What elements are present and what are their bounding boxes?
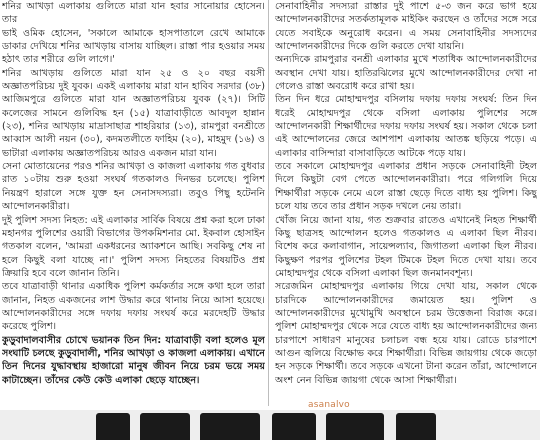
paragraph: শনির আখড়ায় গুলিতে মারা যান ২৫ ও ২০ বছর বয়সী অজ্ঞাতপরিচয় দুই যুবক। একই এলাকায় মারা যান হাবিব সরদার (৩৮) আজিমপুরে গুলিতে মারা যান অজ্ঞাতপরিচয় যুবক (২৭)। সিটি কলেজের সামনে গুলিবিদ্ধ হন (১৫) যাত্রাবাড়ীতে আবদুল হান্নান (২৩), শনির আখড়ায় মাদ্রাসাছাত্র শাহরিয়ার (১৩), রামপুরা বনশ্রীতে আব্বাস আলী নয়ন (৩০), কদমতলীতে ফাহিম (২০), মাহমুদ (১৬) ও ভাটারা এলাকায় অজ্ঞাতপরিচয় আরও একজন মারা যান।	[2, 67, 265, 159]
article-column-right	[275, 0, 537, 406]
paragraph-with-subhead: তিন দিন ধরে মোহাম্মদপুর বসিলায় দফায় দফায় সংঘর্ষ: তিন দিন ধরেই মোহাম্মদপুর থেকে বসিলা এলাকায় পুলিশের সঙ্গে আন্দোলনকারী শিক্ষার্থীদের দফায় দফায় সংঘর্ষ হয়। সকাল থেকে চলা এই আন্দোলনের জেরে আশপাশ এলাকায় আতঙ্ক ছড়িয়ে পড়ে। এ এলাকার বাসিন্দারা বাসাবাড়িতে আটকে পড়ে যায়।	[275, 94, 537, 159]
masthead-glyph	[272, 413, 316, 440]
paragraph: সেনাবাহিনীর সদস্যরা রাস্তার দুই পাশে ৫-৩ জন করে ভাগ হয়ে আন্দোলনকারীদের সতর্কতামূলক মাইকিং করছেন ও তাঁদের সঙ্গে সরে যেতে সবাইকে অনুরোধ করেন। এ সময় সেনাবাহিনীর সদস্যদের আন্দোলনকারীদের দিকে গুলি করতে দেখা যায়নি।	[275, 1, 537, 53]
paragraph: তবে যাত্রাবাড়ী থানার একাধিক পুলিশ কর্মকর্তার সঙ্গে কথা হলে তারা জানান, নিহত একজনের লাশ উদ্ধার করে থানায় নিয়ে আসা হয়েছে। আন্দোলনকারীদের সঙ্গে দফায় দফায় সংঘর্ষ করে মরদেহটি উদ্ধার করেছে পুলিশ।	[2, 281, 265, 333]
paragraph: দুই পুলিশ সদস্য নিহত: এই এলাকার সার্বিক বিষয়ে প্রশ্ন করা হলে ঢাকা মহানগর পুলিশের ওয়ারী বিভাগের উপকমিশনার মো. ইকবাল হোসাইন গতকাল বলেন, 'আমরা একধরনের অ্যাকশনে আছি। সবকিছু শেষ না হলে কিছুই বলা যাচ্ছে না।' পুলিশ সদস্য নিহতের বিষয়টিও প্রশ্ন ক্রিয়ারি হবে বলে জানান তিনি।	[2, 214, 265, 279]
paragraph: সরেজমিন মোহাম্মদপুর এলাকায় গিয়ে দেখা যায়, সকাল থেকে চারদিকে আন্দোলনকারীদের জমায়েত হয়। পুলিশ ও আন্দোলনকারীদের মুখোমুখি অবস্থানে চরম উত্তেজনা বিরাজ করে। পুলিশ মোহাম্মদপুর থেকে সরে যেতে বাধ্য হয় আন্দোলনকারীদের জন্য চারপাশে সাধারণ মানুষের চলাচল বন্ধ হয়ে যায়। রোডে চারপাশে আগুন জ্বলিয়ে বিক্ষোভ করে শিক্ষার্থীরা। বিভিন্ন জায়গায় থেকে জড়ো হন সড়কে শিক্ষার্থী। তবে সড়কে এখনো টানা করেন তাঁরা, আন্দোলনে অংশ নেন বিভিন্ন জায়গা থেকে আসা শিক্ষার্থীরা।	[275, 281, 537, 386]
article-column-left	[2, 0, 265, 406]
paragraph: অন্যদিকে রামপুরার বনশ্রী এলাকার মুখে শতাধিক আন্দোলনকারীদের অবস্থান দেখা যায়। হাতিরঝিলের মুখে আন্দোলনকারীদের দেখা না গেলেও রাস্তা অবরোধ করে রাখা হয়।	[275, 54, 537, 93]
watermark-text: asanalvo	[308, 400, 350, 410]
bottom-masthead-strip	[0, 410, 540, 440]
masthead-glyph	[200, 413, 260, 440]
paragraph: সেনা মোতায়েনের পরও শনির আখড়া ও কাজলা এলাকায় গত বুধবার রাত ১০টায় শুরু হওয়া সংঘর্ষ গতকালও দিনভর চলেছে। পুলিশ নিয়ন্ত্রণ হারালে সঙ্গে যুক্ত হন সেনাসদস্যরা। তবুও পিছু হটেননি আন্দোলনকারীরা।	[2, 161, 265, 213]
masthead-glyph	[396, 413, 436, 440]
paragraph: শনির আখড়া এলাকায় গুলিতে মারা যান হবার সানোয়ার হোসেন। তার	[2, 1, 265, 26]
paragraph: ভাই ওমিক হোসেন, 'সকালে আমাকে হাসপাতালে রেখে আমাকে ডাকার দেখিয়ে শনির আখড়ায় বাসায় যাচ্ছিল। রাস্তা পার হওয়ার সময় হঠাৎ তার শরীরে গুলি লাগে।'	[2, 27, 265, 66]
column-divider	[268, 0, 269, 406]
paragraph: তবে সকালে মোহাম্মদপুর এলাকার প্রধান সড়কে সেনাবাহিনী টহল দিলে কিছুটা বেগ পেতে আন্দোলনকারীরা। পরে গলিগলি দিয়ে শিক্ষার্থীরা সড়কে নেমে এলে রাস্তা ছেড়ে দিতে বাধ্য হয় পুলিশ। কিছু চলে যায় তবে তার প্রধান সড়ক দখলে নেয় তারা।	[275, 161, 537, 213]
masthead-glyph	[140, 413, 190, 440]
masthead-glyph	[96, 413, 130, 440]
paragraph: খোঁজ নিয়ে জানা যায়, গত শুক্রবার রাতেও এখানেই নিহত শিক্ষার্থী কিছু ছাত্রসহ আন্দোলন হলেও গতকালও এ এলাকা ছিল নীরব। বিশেষ করে কলাবাগান, সায়েন্সল্যাব, জিগাতলা এলাকা ছিল নীরব। কিছুক্ষণ পরপর পুলিশের টহল টিমকে টহল দিতে দেখা যায়। তবে মোহাম্মদপুর থেকে বসিলা এলাকা ছিল জনমানবশূন্য।	[275, 214, 537, 279]
masthead-glyph	[326, 413, 384, 440]
paragraph-with-subhead: কুড়ুবাদালবাসীর চোখে ভয়ানক তিন দিন: যাত্রাবাড়ী বলা হলেও মূল সংঘাটি চলছে কুড়ুবাদালী, শনির আখড়া ও কাজলা এলাকায়। এখানে তিন দিনের যুদ্ধাবস্থায় হাজারো মানুষ জীবন নিয়ে চরম ভয়ে সময় কাটাচ্ছেন। তাঁদের কেউ কেউ এলাকা ছেড়ে যাচ্ছেন।	[2, 334, 265, 386]
